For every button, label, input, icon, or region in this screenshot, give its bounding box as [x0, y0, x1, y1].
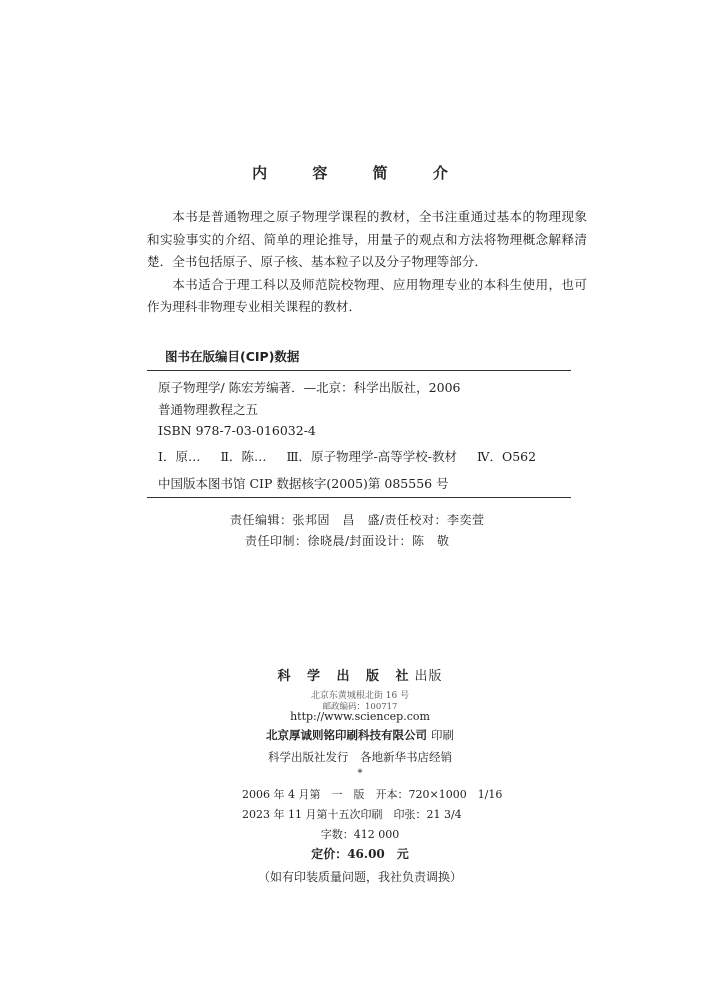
publisher-postcode: 邮政编码：100717	[322, 702, 398, 712]
cip-isbn: ISBN 978-7-03-016032-4	[158, 423, 316, 438]
cip-bottom-rule	[147, 497, 571, 498]
publisher-url: http://www.sciencep.com	[290, 710, 430, 723]
editor-credits: 责任编辑：张邦固 昌 盛/责任校对：李奕萱	[230, 513, 485, 527]
publisher-address: 北京东黄城根北街 16 号	[310, 691, 410, 701]
cip-heading: 图书在版编目(CIP)数据	[165, 349, 300, 364]
publisher-name-suffix: 出版	[414, 669, 443, 684]
production-credits: 责任印制：徐晓晨/封面设计：陈 敬	[245, 534, 450, 548]
content-summary	[147, 206, 587, 319]
printer-name-text: 北京厚诚则铭印刷科技有限公司	[265, 728, 427, 742]
edition-line: 2006 年 4 月第 一 版 开本：720×1000 1/16	[242, 788, 503, 801]
summary-paragraph-2: 本书适合于理工科以及师范院校物理、应用物理专业的本科生使用，也可作为理科非物理专业相关课程的教材．	[147, 276, 587, 314]
printer-name-suffix: 印刷	[431, 728, 454, 742]
cip-library-record: 中国版本图书馆 CIP 数据核字(2005)第 085556 号	[158, 476, 449, 491]
cip-top-rule	[147, 370, 571, 371]
publisher-name-text: 科 学 出 版 社	[277, 669, 415, 684]
cip-series-line: 普通物理教程之五	[158, 402, 259, 417]
page-title: 内 容 简 介	[252, 164, 468, 182]
publisher-name	[0, 665, 720, 684]
distributor-line: 科学出版社发行 各地新华书店经销	[268, 750, 452, 764]
cip-classification	[158, 447, 556, 465]
price: 定价：46.00 元	[311, 847, 409, 861]
quality-notice: （如有印装质量问题，我社负责调换）	[257, 870, 462, 884]
cip-record-line-1: 原子物理学/ 陈宏芳编著．—北京：科学出版社，2006	[158, 380, 461, 395]
printer-name	[0, 727, 720, 743]
cip-class-item: Ⅳ．O562	[476, 449, 537, 464]
cip-class-item: Ⅲ．原子物理学-高等学校-教材	[286, 449, 457, 464]
summary-paragraph-1: 本书是普通物理之原子物理学课程的教材，全书注重通过基本的物理现象和实验事实的介绍、简单的理论推导，用量子的观点和方法将物理概念解释清楚．全书包括原子、原子核、基本粒子以及分子物理等部分．	[147, 209, 587, 269]
printing-line: 2023 年 11 月第十五次印刷 印张：21 3/4	[242, 808, 462, 821]
word-count: 字数：412 000	[320, 828, 400, 841]
star-separator: *	[357, 768, 363, 779]
cip-class-item: Ⅰ．原…	[158, 449, 201, 464]
cip-class-item: Ⅱ．陈…	[220, 449, 267, 464]
